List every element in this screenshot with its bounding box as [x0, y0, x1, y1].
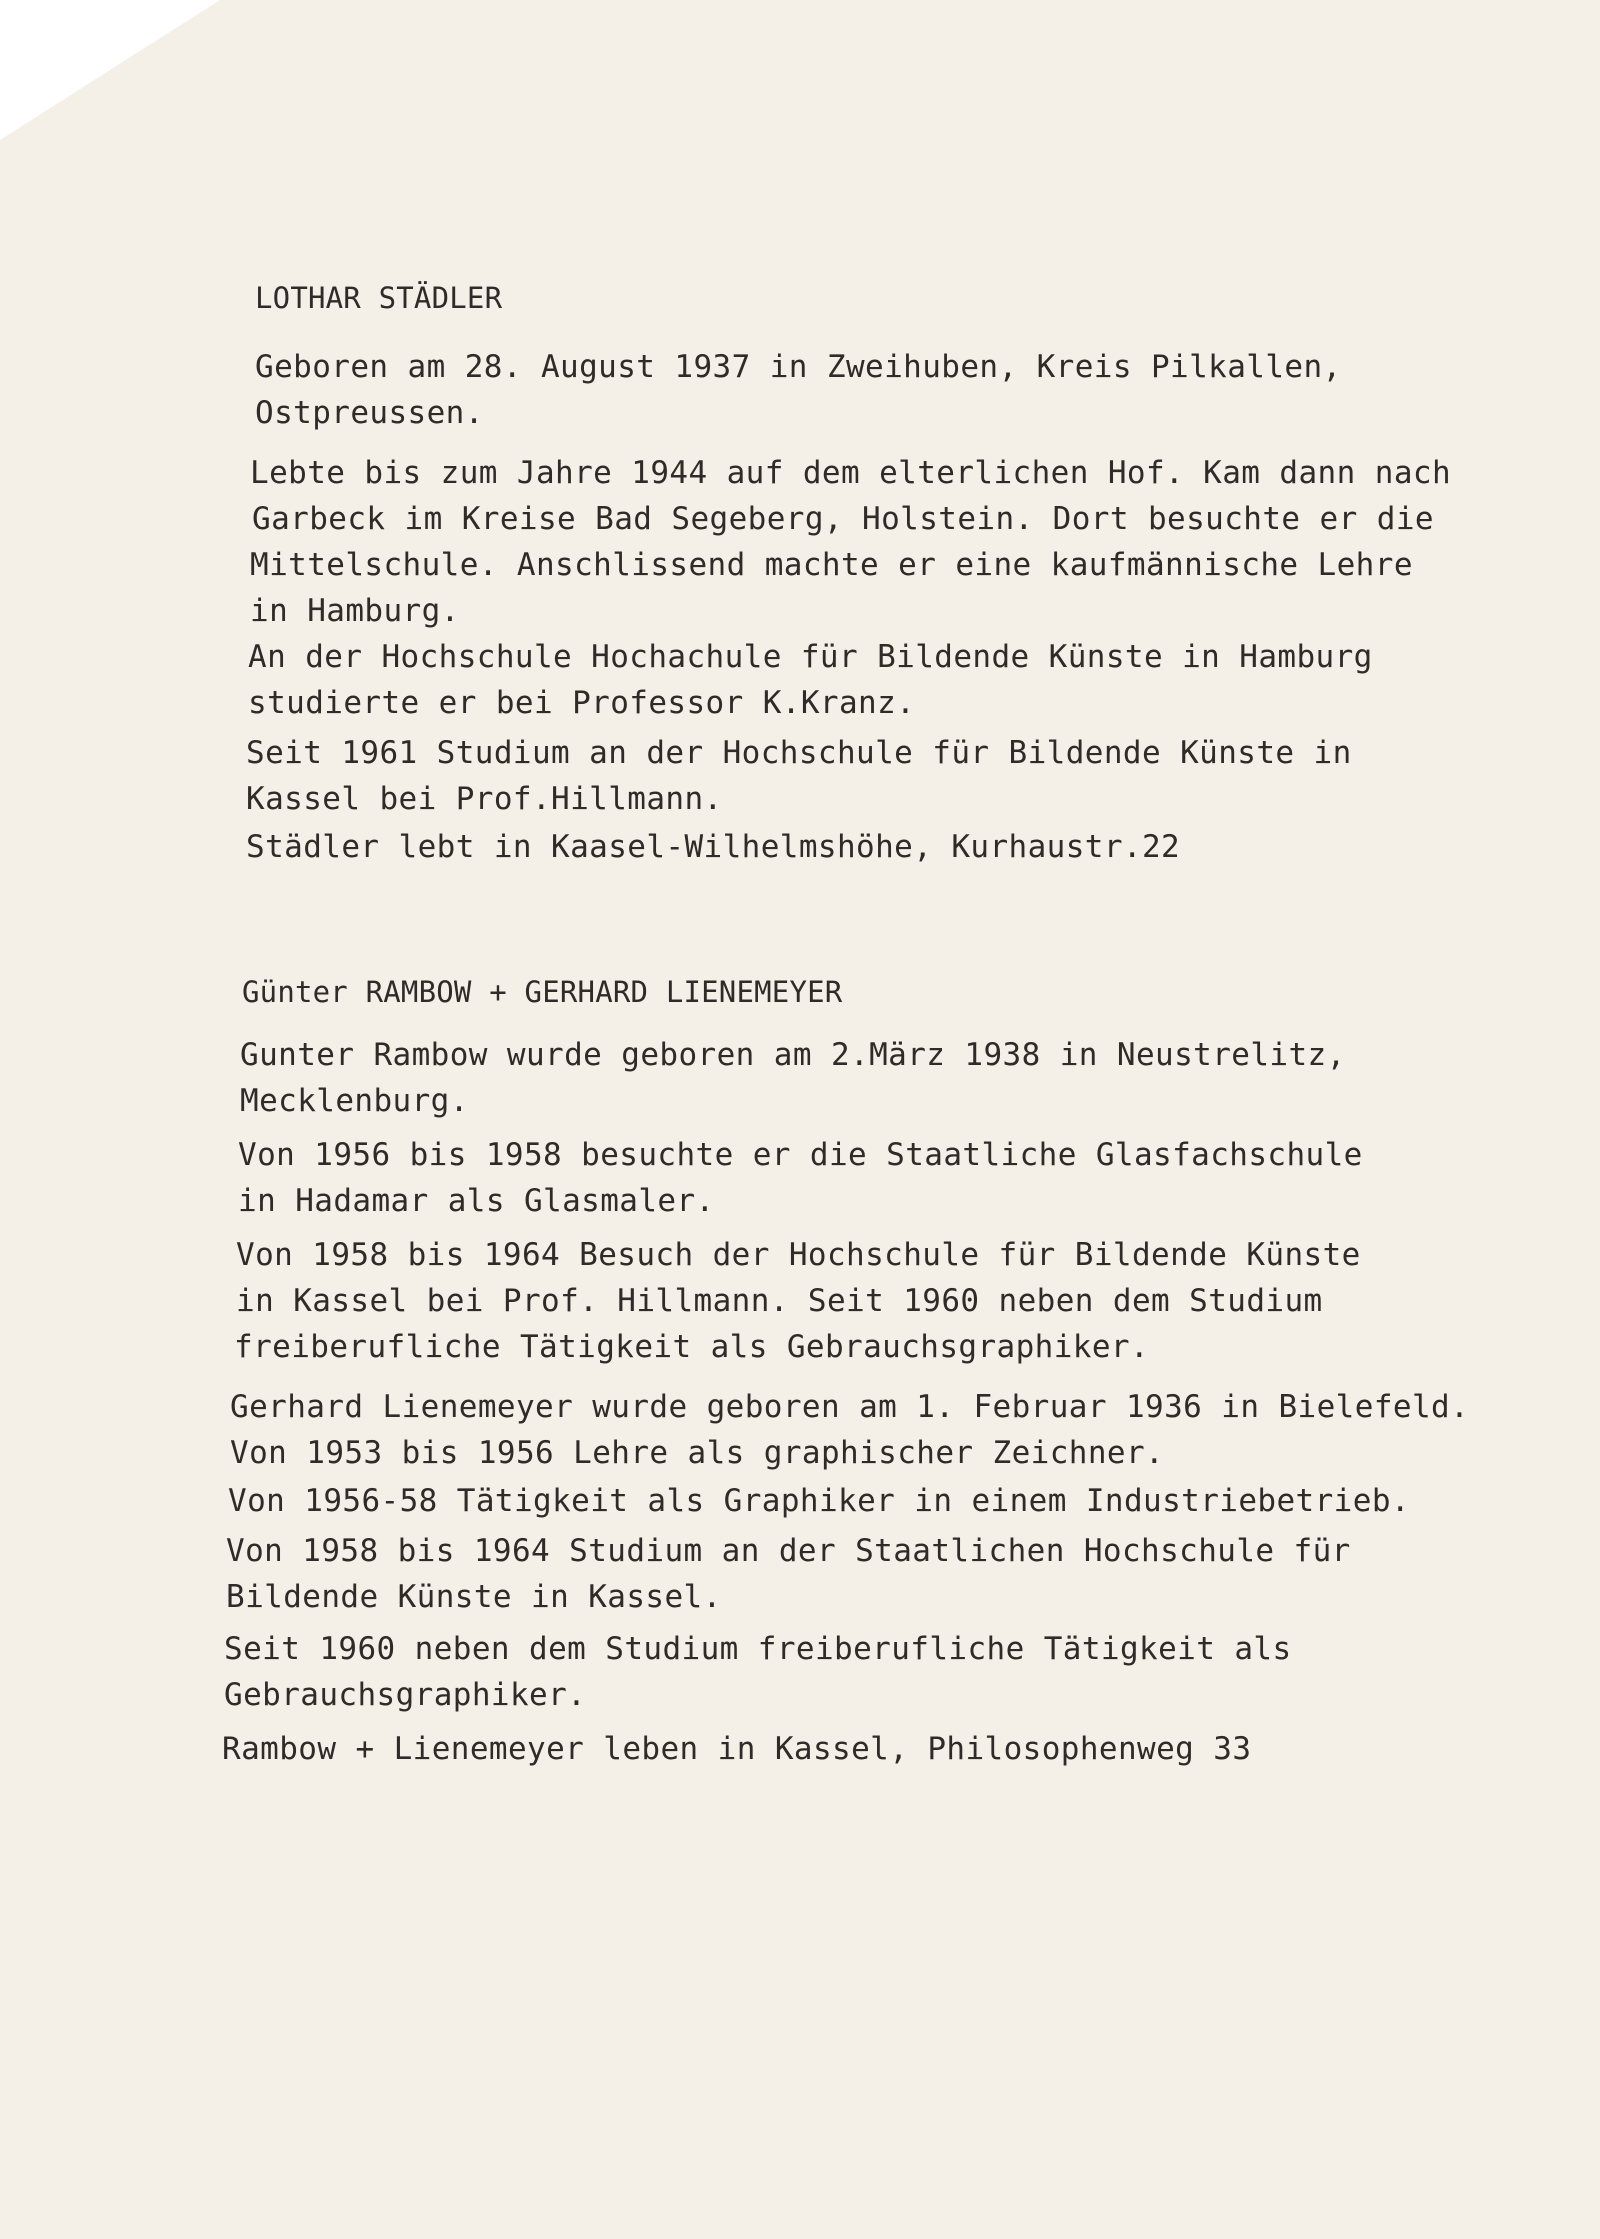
text-line: Rambow + Lienemeyer leben in Kassel, Philosophenweg 33	[222, 1731, 1252, 1767]
text-line: studierte er bei Professor K.Kranz.	[248, 685, 916, 721]
text-line: Ostpreussen.	[255, 395, 484, 431]
text-line: Lebte bis zum Jahre 1944 auf dem elterlichen Hof. Kam dann nach	[250, 455, 1452, 491]
section-heading-rambow-lienemeyer: Günter RAMBOW + GERHARD LIENEMEYER	[242, 975, 843, 1009]
text-line: in Hamburg.	[250, 593, 460, 629]
text-line: Gebrauchsgraphiker.	[224, 1677, 587, 1713]
text-line: Von 1956 bis 1958 besuchte er die Staatliche Glasfachschule	[238, 1137, 1363, 1173]
text-line: Kassel bei Prof.Hillmann.	[246, 781, 723, 817]
text-line: Von 1958 bis 1964 Besuch der Hochschule für Bildende Künste	[236, 1237, 1361, 1273]
text-line: Mittelschule. Anschlissend machte er eine kaufmännische Lehre	[250, 547, 1413, 583]
text-line: in Hadamar als Glasmaler.	[238, 1183, 715, 1219]
text-line: freiberufliche Tätigkeit als Gebrauchsgraphiker.	[234, 1329, 1150, 1365]
text-line: Geboren am 28. August 1937 in Zweihuben, Kreis Pilkallen,	[255, 349, 1342, 385]
text-line: An der Hochschule Hochachule für Bildende Künste in Hamburg	[248, 639, 1373, 675]
text-line: Städler lebt in Kaasel-Wilhelmshöhe, Kurhaustr.22	[246, 829, 1181, 865]
text-line: Garbeck im Kreise Bad Segeberg, Holstein. Dort besuchte er die	[252, 501, 1434, 537]
text-line: Von 1953 bis 1956 Lehre als graphischer Zeichner.	[230, 1435, 1165, 1471]
section-heading-lothar-staedler: LOTHAR STÄDLER	[255, 281, 503, 315]
text-line: Gerhard Lienemeyer wurde geboren am 1. Februar 1936 in Bielefeld.	[230, 1389, 1470, 1425]
text-line: Von 1956-58 Tätigkeit als Graphiker in einem Industriebetrieb.	[228, 1483, 1410, 1519]
text-line: Gunter Rambow wurde geboren am 2.März 1938 in Neustrelitz,	[240, 1037, 1346, 1073]
text-line: Seit 1961 Studium an der Hochschule für Bildende Künste in	[246, 735, 1352, 771]
text-line: in Kassel bei Prof. Hillmann. Seit 1960 neben dem Studium	[236, 1283, 1323, 1319]
text-line: Mecklenburg.	[240, 1083, 469, 1119]
text-line: Von 1958 bis 1964 Studium an der Staatlichen Hochschule für	[226, 1533, 1351, 1569]
text-line: Bildende Künste in Kassel.	[226, 1579, 722, 1615]
text-line: Seit 1960 neben dem Studium freiberufliche Tätigkeit als	[224, 1631, 1292, 1667]
